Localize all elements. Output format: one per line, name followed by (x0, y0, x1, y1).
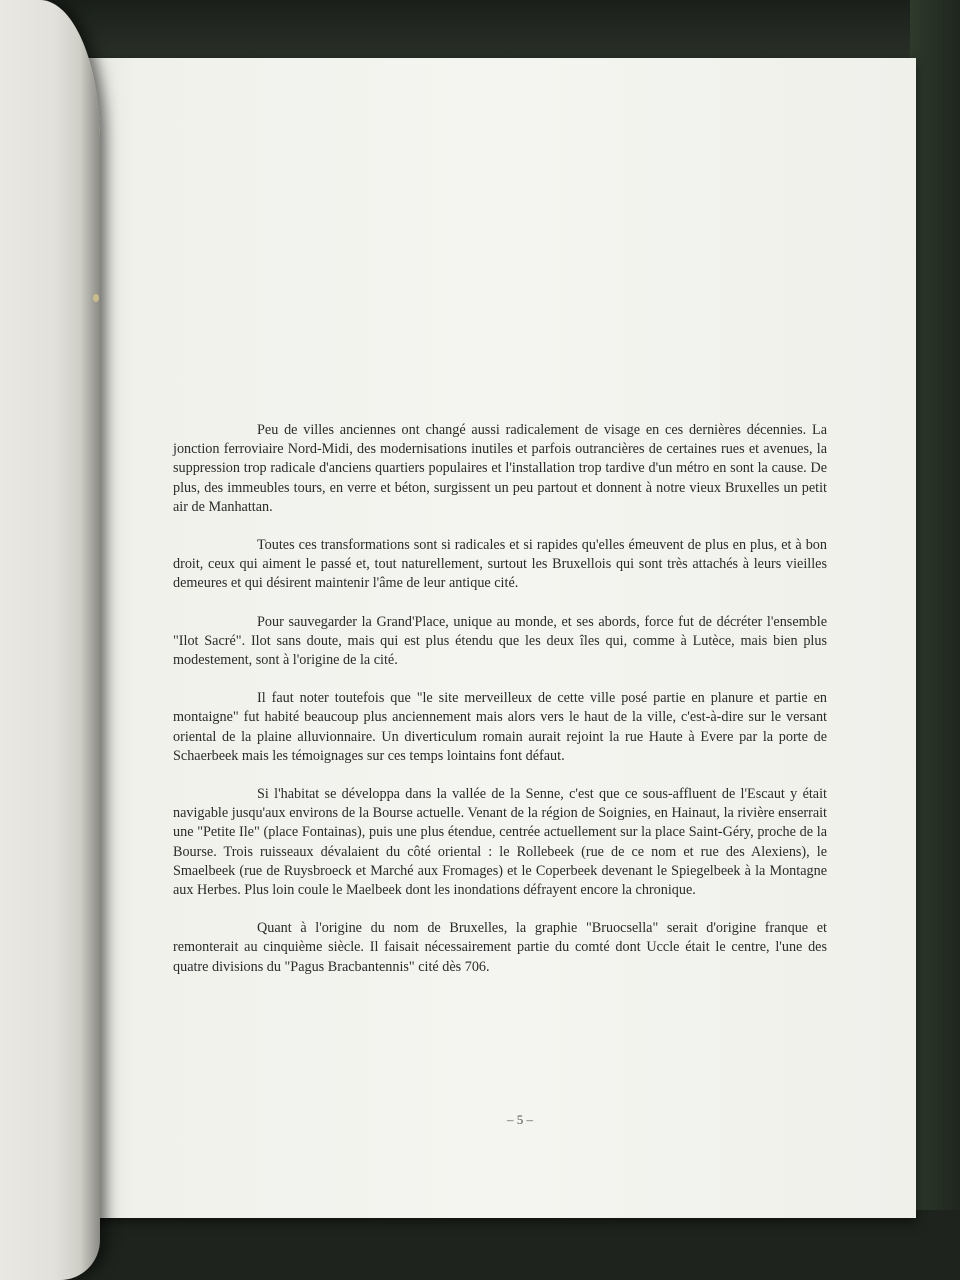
paragraph-6: Quant à l'origine du nom de Bruxelles, la graphie "Bruocsella" serait d'origine franque et remonterait au cinquième siècle. Il faisait nécessairement partie du comté dont Uccle était le centre, l'une des quatre divisions du "Pagus Bracbantennis" cité dès 706. (173, 920, 827, 975)
paragraph-4: Il faut noter toutefois que "le site merveilleux de cette ville posé partie en planure et partie en montaigne" fut habité beaucoup plus anciennement mais alors vers le haut de la ville, c'est-à-dire sur le versant oriental de la plaine alluvionnaire. Un diverticulum romain aurait rejoint la rue Haute à Evere par la porte de Schaerbeek mais les témoignages sur ces temps lointains font défaut. (173, 690, 827, 764)
background-right (910, 0, 960, 1280)
paragraph-3: Pour sauvegarder la Grand'Place, unique au monde, et ses abords, force fut de décréter l'ensemble "Ilot Sacré". Ilot sans doute, mais qui est plus étendu que les deux îles qui, comme à Lutèce, mais bien plus modestement, sont à l'origine de la cité. (173, 613, 827, 669)
paragraph-1: Peu de villes anciennes ont changé aussi radicalement de visage en ces dernières décennies. La jonction ferroviaire Nord-Midi, des modernisations inutiles et parfois outrancières de certaines rues et avenues, la suppression trop radicale d'anciens quartiers populaires et l'installation trop tardive d'un métro en sont la cause. De plus, des immeubles tours, en verre et béton, surgissent un peu partout et donnent à notre vieux Bruxelles un petit air de Manhattan. (173, 422, 827, 515)
paper-stain (93, 294, 99, 302)
paragraph-5: Si l'habitat se développa dans la vallée de la Senne, c'est que ce sous-affluent de l'Escaut y était navigable jusqu'aux environs de la Bourse actuelle. Venant de la région de Soignies, en Hainaut, la rivière enserrait une "Petite Ile" (place Fontainas), puis une plus étendue, centrée actuellement sur la place Saint-Géry, proche de la Bourse. Trois ruisseaux dévalaient du côté oriental : le Rollebeek (rue de ce nom et rue des Alexiens), le Smaelbeek (rue de Ruysbroeck et Marché aux Fromages) et le Coperbeek devenant le Spiegelbeek à la Montagne aux Herbes. Plus loin coule le Maelbeek dont les inondations défrayent encore la chronique. (173, 786, 827, 899)
background-top (0, 0, 960, 60)
body-text (173, 421, 827, 996)
page-number: – 5 – (507, 1112, 533, 1127)
background-bottom (0, 1210, 960, 1280)
paragraph-2: Toutes ces transformations sont si radicales et si rapides qu'elles émeuvent de plus en plus, et à bon droit, ceux qui aiment le passé et, tout naturellement, surtout les Bruxellois qui sont très attachés à leurs vieilles demeures et qui désirent maintenir l'âme de leur antique cité. (173, 537, 827, 592)
facing-page-edge (0, 0, 100, 1280)
